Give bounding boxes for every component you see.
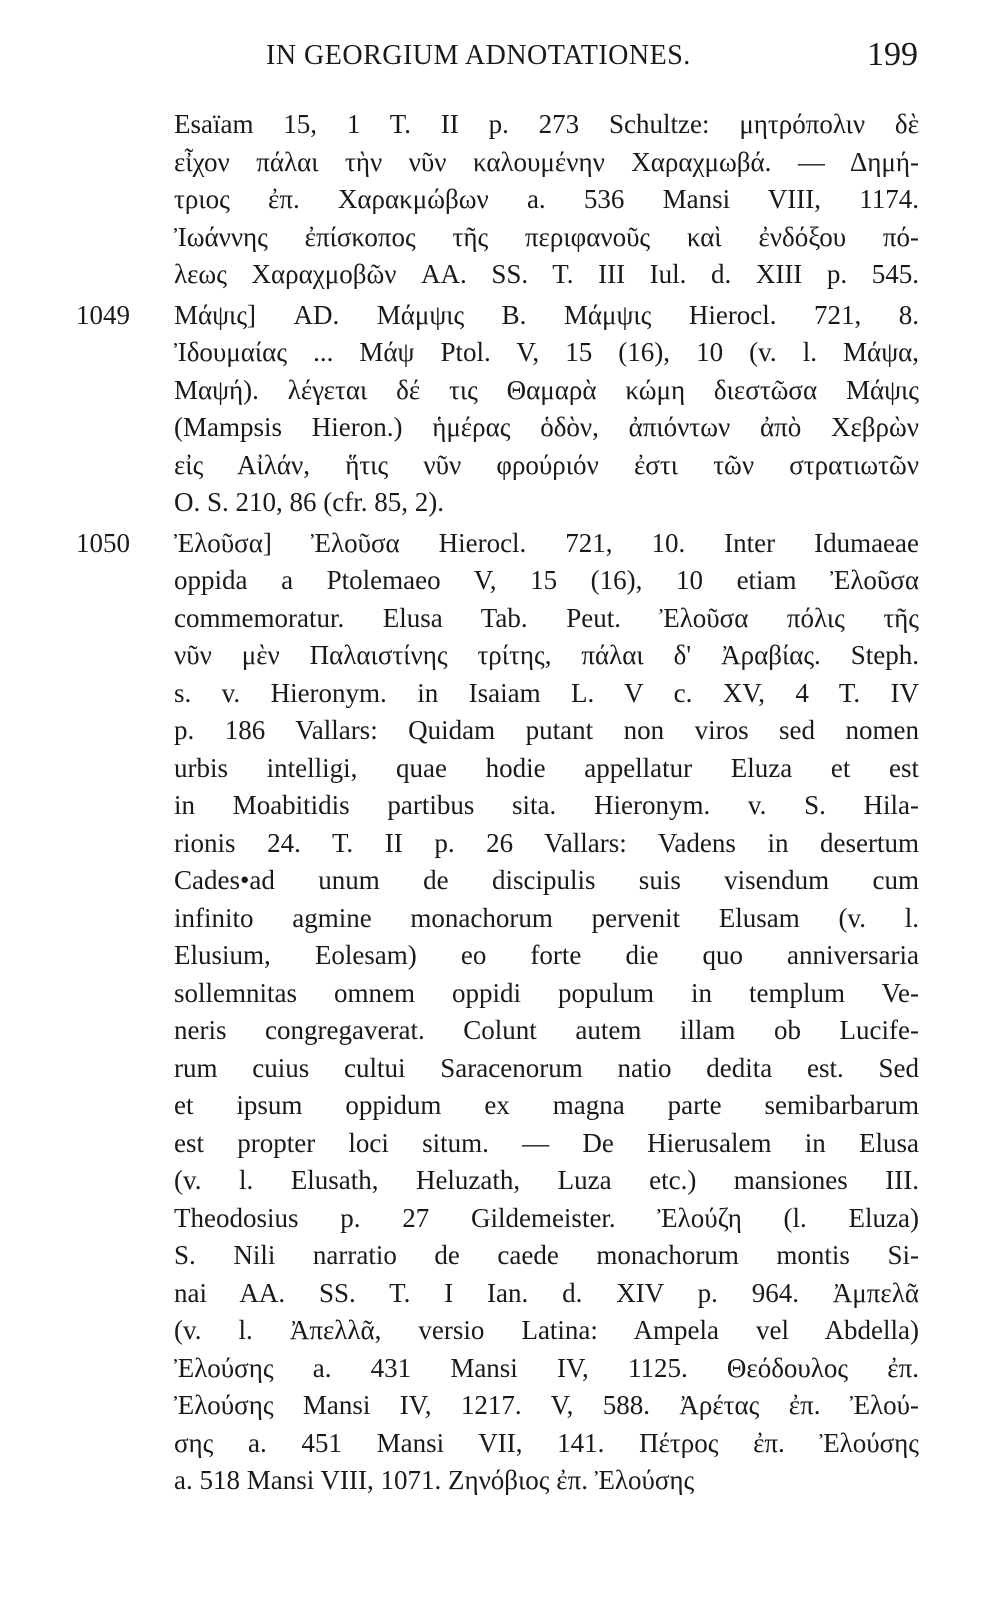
line-text: oppida a Ptolemaeo V, 15 (16), 10 etiam Ἐλοῦσα [174, 565, 919, 595]
text-line [0, 1237, 1000, 1275]
page-body [0, 106, 1000, 1500]
line-text: λεως Χαραχμοβῶν AA. SS. T. III Iul. d. XIII p. 545. [174, 259, 919, 289]
line-text: rum cuius cultui Saracenorum natio dedita est. Sed [174, 1052, 919, 1083]
line-text: (Mampsis Hieron.) ἡμέρας ὁδὸν, ἀπιόντων ἀπὸ Χεβρὼν [174, 412, 919, 442]
line-text: Theodosius p. 27 Gildemeister. Ἐλούζη (l. Eluza) [174, 1202, 919, 1233]
text-line [0, 106, 1000, 144]
line-text: rionis 24. T. II p. 26 Vallars: Vadens in desertum [174, 827, 919, 858]
line-text: Elusium, Eolesam) eo forte die quo anniversaria [174, 940, 919, 970]
text-line [0, 525, 1000, 563]
line-text: et ipsum oppidum ex magna parte semibarbarum [174, 1090, 919, 1120]
line-text: (v. l. Ἀπελλᾶ, versio Latina: Ampela vel Abdella) [174, 1315, 919, 1345]
text-line [0, 1087, 1000, 1125]
line-text: infinito agmine monachorum pervenit Elusam (v. l. [174, 902, 919, 933]
text-line [0, 1012, 1000, 1050]
line-text: p. 186 Vallars: Quidam putant non viros sed nomen [174, 715, 919, 745]
line-text: est propter loci situm. — De Hierusalem in Elusa [174, 1127, 919, 1158]
text-line [0, 334, 1000, 372]
text-line [0, 144, 1000, 182]
text-line [0, 600, 1000, 638]
text-line [0, 937, 1000, 975]
text-line [0, 409, 1000, 447]
line-text: Cades•ad unum de discipulis suis visendum cum [174, 865, 919, 895]
text-line [0, 1125, 1000, 1163]
text-line [0, 1312, 1000, 1350]
line-text: σης a. 451 Mansi VII, 141. Πέτρος ἐπ. Ἐλούσης [174, 1427, 919, 1458]
line-text: Μάψις] AD. Μάμψις B. Μάμψις Hierocl. 721, 8. [174, 299, 919, 330]
entry-number: 1050 [76, 527, 130, 558]
running-title: IN GEORGIUM ADNOTATIONES. [266, 40, 691, 71]
line-text: Ἰδουμαίας ... Μάψ Ptol. V, 15 (16), 10 (v. l. Μάψα, [174, 337, 919, 367]
line-text: s. v. Hieronym. in Isaiam L. V c. XV, 4 T. IV [174, 677, 919, 708]
page-number: 199 [867, 36, 918, 73]
text-line [0, 1050, 1000, 1088]
text-line [0, 1387, 1000, 1425]
text-line [0, 1162, 1000, 1200]
line-text: sollemnitas omnem oppidi populum in templum Ve- [174, 977, 919, 1008]
line-text: νῦν μὲν Παλαιστίνης τρίτης, πάλαι δ' Ἀραβίας. Steph. [174, 640, 919, 670]
text-line [0, 1350, 1000, 1388]
text-line [0, 675, 1000, 713]
text-line [0, 1200, 1000, 1238]
text-line [0, 297, 1000, 335]
line-text: commemoratur. Elusa Tab. Peut. Ἐλοῦσα πόλις τῆς [174, 602, 919, 633]
text-line [0, 219, 1000, 257]
line-text: Ἐλούσης a. 431 Mansi IV, 1125. Θεόδουλος ἐπ. [174, 1352, 919, 1383]
running-header [174, 36, 920, 80]
line-text: Esaïam 15, 1 T. II p. 273 Schultze: μητρόπολιν δὲ [174, 109, 919, 139]
text-line [0, 372, 1000, 410]
text-line [0, 1462, 1000, 1500]
line-text: in Moabitidis partibus sita. Hieronym. v. S. Hila- [174, 790, 919, 820]
text-line [0, 1425, 1000, 1463]
line-text: nai AA. SS. T. I Ian. d. XIV p. 964. Ἀμπελᾶ [174, 1277, 919, 1308]
text-line [0, 1275, 1000, 1313]
text-line [0, 256, 1000, 294]
line-text: (v. l. Elusath, Heluzath, Luza etc.) mansiones III. [174, 1165, 919, 1195]
text-line [0, 862, 1000, 900]
line-text: Ἐλοῦσα] Ἐλοῦσα Hierocl. 721, 10. Inter Idumaeae [174, 527, 919, 558]
text-line [0, 637, 1000, 675]
text-line [0, 484, 1000, 522]
text-line [0, 562, 1000, 600]
line-text: O. S. 210, 86 (cfr. 85, 2). [174, 487, 444, 517]
line-text: Ἰωάννης ἐπίσκοπος τῆς περιφανοῦς καὶ ἐνδόξου πό- [174, 221, 919, 252]
line-text: neris congregaverat. Colunt autem illam ob Lucife- [174, 1015, 919, 1045]
text-line [0, 181, 1000, 219]
line-text: Μαψή). λέγεται δέ τις Θαμαρὰ κώμη διεστῶσα Μάψις [174, 374, 919, 405]
line-text: a. 518 Mansi VIII, 1071. Ζηνόβιος ἐπ. Ἐλούσης [174, 1465, 695, 1495]
line-text: Ἐλούσης Mansi IV, 1217. V, 588. Ἀρέτας ἐπ. Ἐλού- [174, 1390, 919, 1420]
text-line [0, 825, 1000, 863]
line-text: urbis intelligi, quae hodie appellatur Eluza et est [174, 752, 919, 783]
text-line [0, 750, 1000, 788]
entry-number: 1049 [76, 299, 130, 330]
line-text: εἰς Αἰλάν, ἥτις νῦν φρούριόν ἐστι τῶν στρατιωτῶν [174, 449, 919, 480]
text-line [0, 712, 1000, 750]
text-line [0, 787, 1000, 825]
text-line [0, 900, 1000, 938]
line-text: S. Nili narratio de caede monachorum montis Si- [174, 1240, 919, 1270]
line-text: εἶχον πάλαι τὴν νῦν καλουμένην Χαραχμωβά. — Δημή- [174, 146, 919, 177]
text-line [0, 447, 1000, 485]
line-text: τριος ἐπ. Χαρακμώβων a. 536 Mansi VIII, 1174. [174, 184, 919, 214]
text-line [0, 975, 1000, 1013]
